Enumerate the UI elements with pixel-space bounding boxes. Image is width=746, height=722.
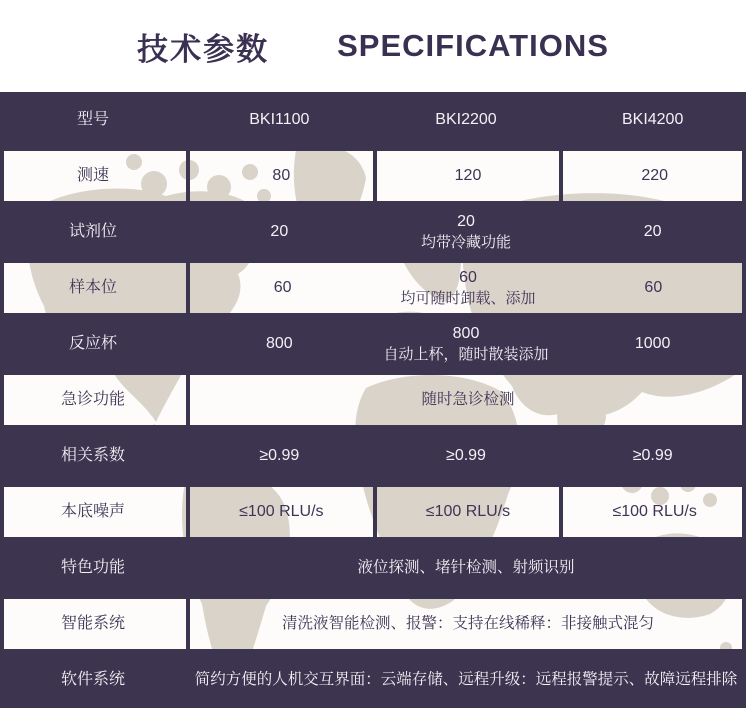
merged-value-cell: 清洗液智能检测、报警：支持在线稀释：非接触式混匀 xyxy=(186,599,746,649)
row-label: 试剂位 xyxy=(68,223,117,241)
value-cell: ≤100 RLU/s xyxy=(559,487,746,537)
value-cell: 1000 xyxy=(634,335,671,353)
table-row-speed xyxy=(0,148,746,204)
value-cell: 800 xyxy=(265,335,293,353)
header-model-bki4200: BKI4200 xyxy=(621,111,684,129)
value-cell xyxy=(373,204,560,260)
table-row-correlation-coefficient xyxy=(0,428,746,484)
value-cell: 60 xyxy=(644,279,663,297)
row-label: 相关系数 xyxy=(60,447,125,465)
value-cell: 20 xyxy=(643,223,662,241)
value-cell: 80 xyxy=(186,151,373,201)
value-cell: 60 xyxy=(273,279,292,297)
page-title-english: SPECIFICATIONS xyxy=(337,28,609,63)
specifications-table xyxy=(0,92,746,708)
value-cell: ≤100 RLU/s xyxy=(186,487,373,537)
value-cell: ≥0.99 xyxy=(632,447,673,465)
header-model-bki1100: BKI1100 xyxy=(249,111,310,129)
table-row-smart-system xyxy=(0,596,746,652)
table-header-row xyxy=(0,92,746,148)
row-label: 急诊功能 xyxy=(60,391,125,409)
table-row-stat-function xyxy=(0,372,746,428)
value-cell: ≥0.99 xyxy=(446,447,486,465)
table-row-special-features xyxy=(0,540,746,596)
merged-value-cell: 简约方便的人机交互界面：云端存储、远程升级：远程报警提示、故障远程排除 xyxy=(194,670,738,688)
table-row-software-system xyxy=(0,652,746,708)
row-label: 软件系统 xyxy=(60,671,125,689)
header-model-bki2200: BKI2200 xyxy=(435,111,497,129)
header-label-model: 型号 xyxy=(76,111,109,129)
row-label: 本底噪声 xyxy=(60,503,125,521)
value-main: 60 xyxy=(459,268,477,286)
value-main: 20 xyxy=(457,212,475,230)
table-row-background-noise xyxy=(0,484,746,540)
row-label: 测速 xyxy=(76,167,109,185)
value-main: 800 xyxy=(452,324,480,342)
value-note: 自动上杯，随时散装添加 xyxy=(383,346,549,364)
page-title xyxy=(0,0,746,92)
row-label: 反应杯 xyxy=(68,335,117,353)
value-note: 均可随时卸载、添加 xyxy=(400,290,536,308)
value-cell xyxy=(375,263,560,313)
value-cell: 20 xyxy=(270,223,289,241)
value-cell xyxy=(373,316,560,372)
row-label: 特色功能 xyxy=(60,559,125,577)
value-note: 均带冷藏功能 xyxy=(420,234,511,252)
value-cell: 120 xyxy=(373,151,560,201)
merged-value-cell: 液位探测、堵针检测、射频识别 xyxy=(357,558,575,576)
bottom-margin xyxy=(0,708,746,722)
row-label: 智能系统 xyxy=(60,615,125,633)
merged-value-cell: 随时急诊检测 xyxy=(186,375,746,425)
table-row-reaction-cuvettes xyxy=(0,316,746,372)
table-row-reagent-positions xyxy=(0,204,746,260)
value-cell: ≥0.99 xyxy=(259,447,300,465)
page-title-chinese: 技术参数 xyxy=(137,31,270,67)
table-row-sample-positions xyxy=(0,260,746,316)
value-cell: ≤100 RLU/s xyxy=(373,487,560,537)
value-cell: 220 xyxy=(559,151,746,201)
row-label: 样本位 xyxy=(68,279,117,297)
